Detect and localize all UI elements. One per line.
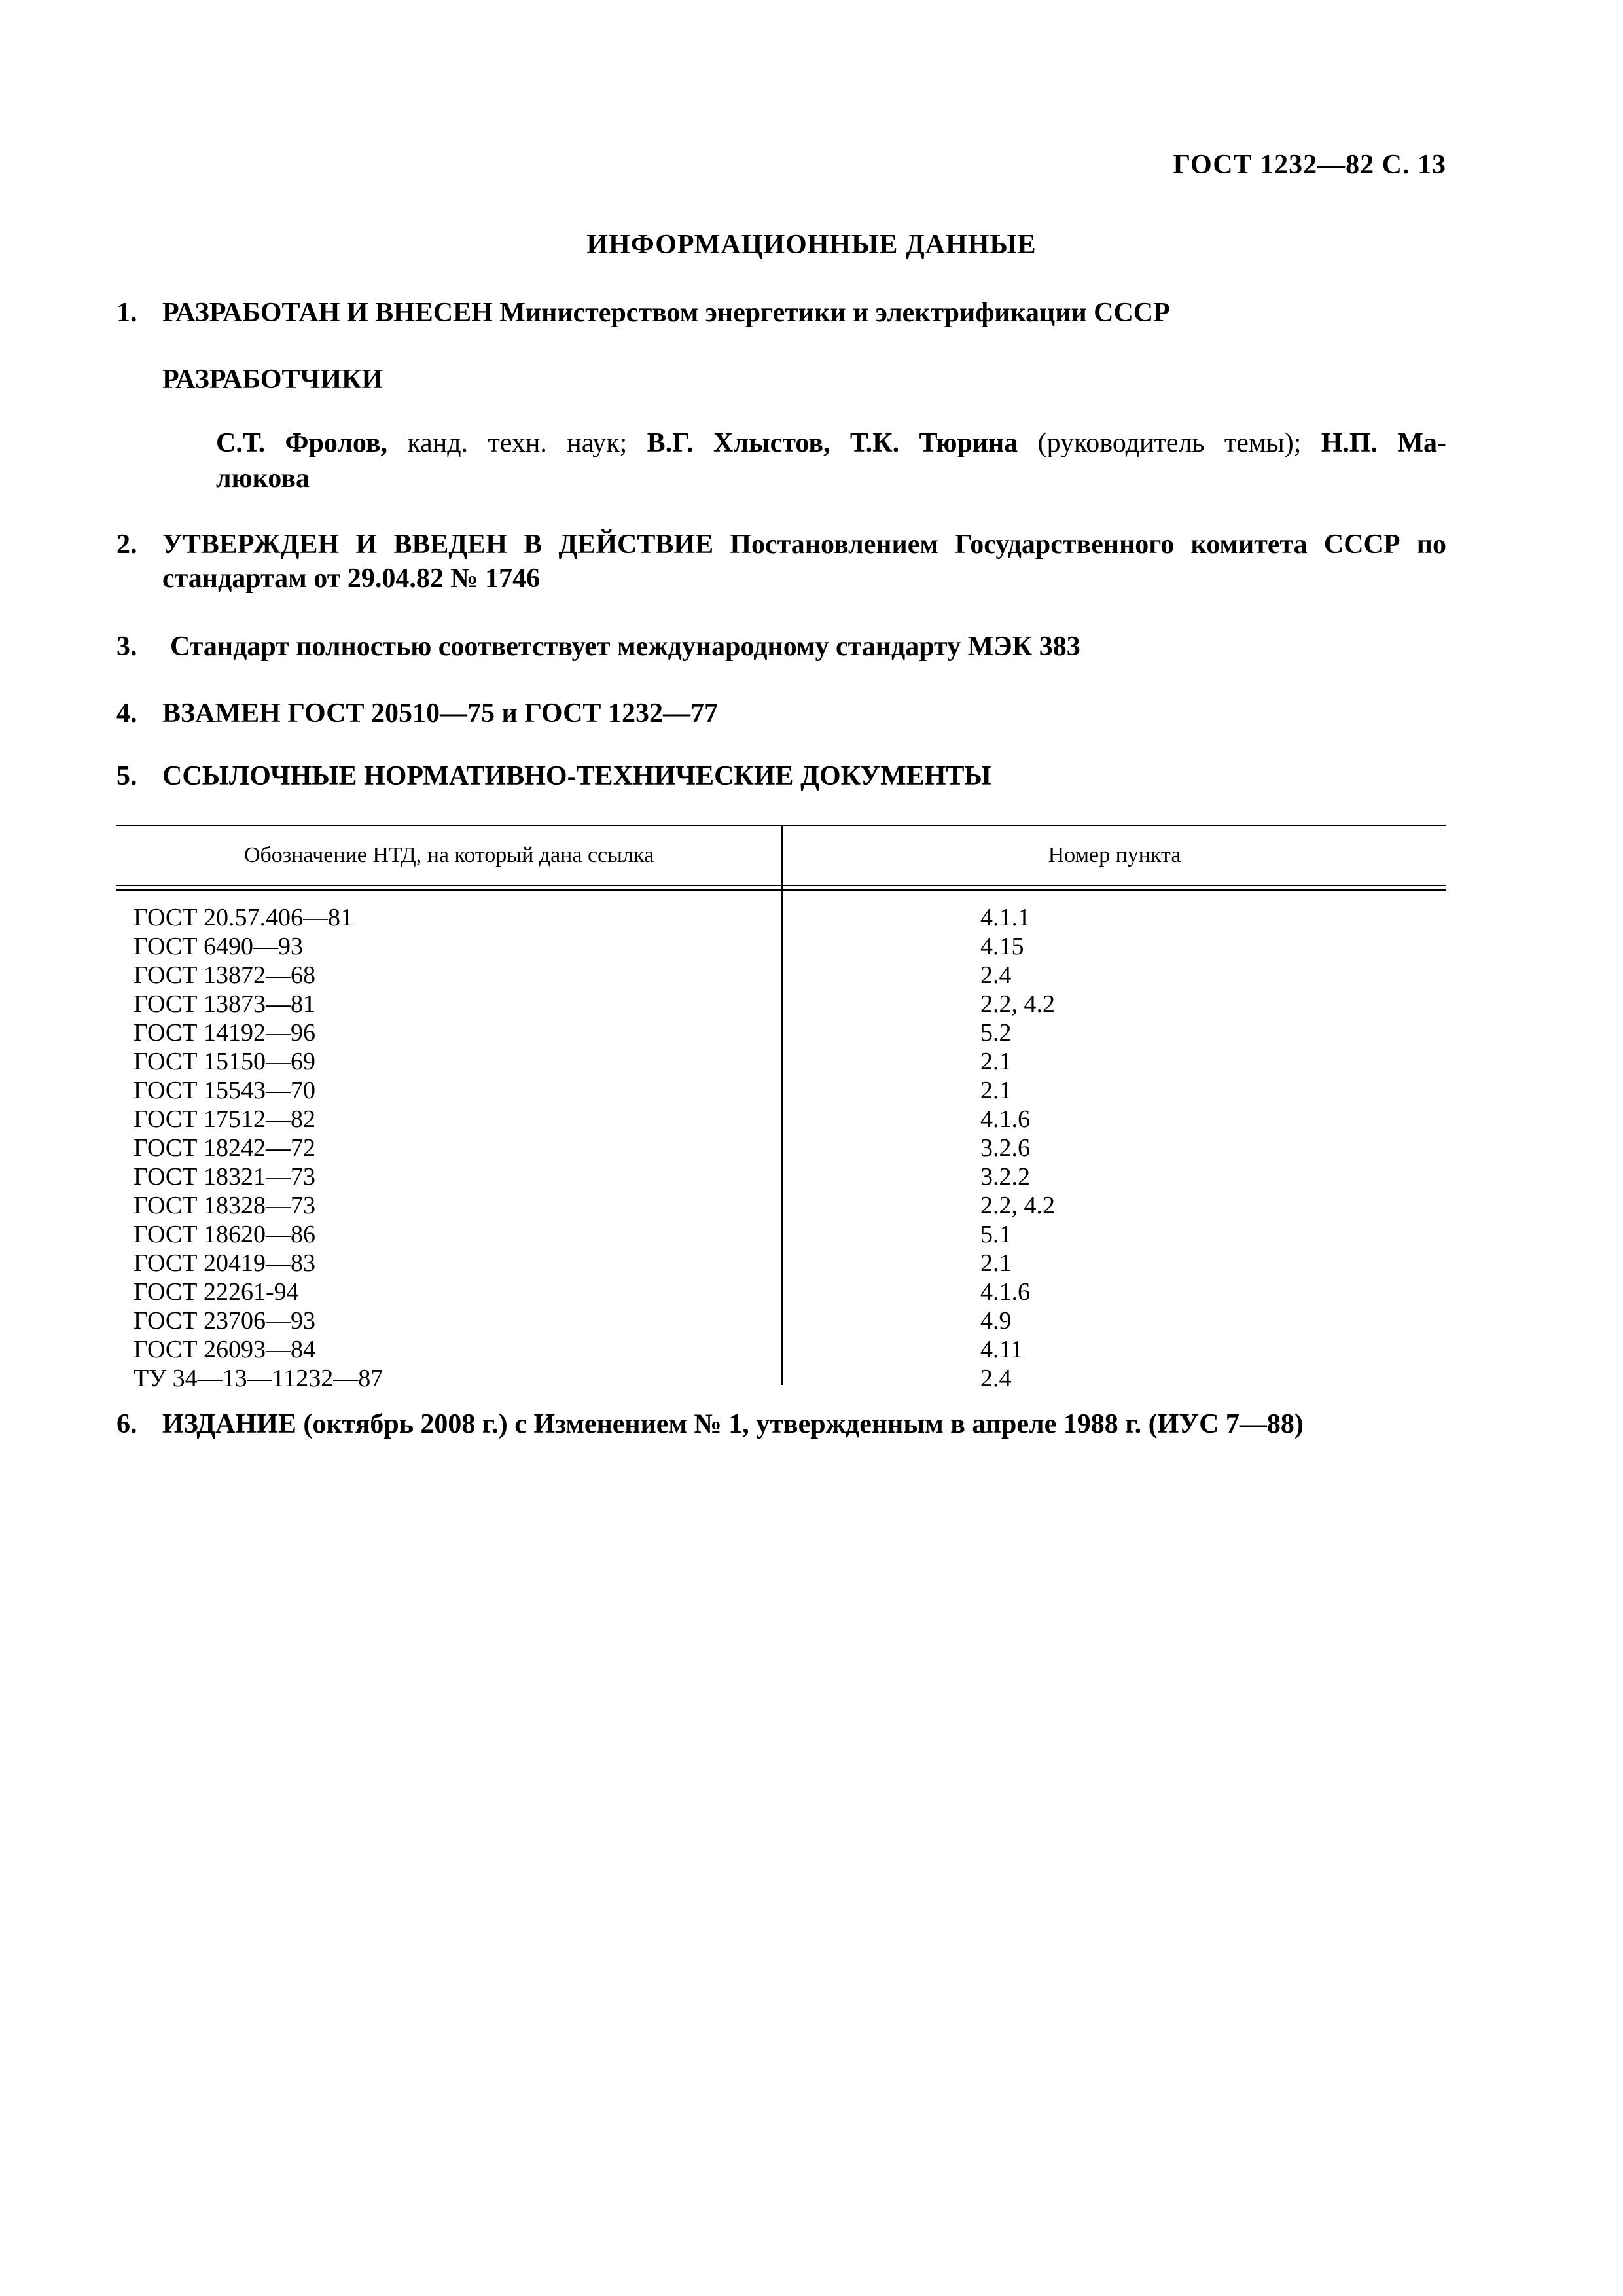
- table-cell-doc: ГОСТ 20419—83: [134, 1249, 315, 1277]
- developer-name: Н.П. Ма-: [1321, 428, 1447, 458]
- item-6: [116, 1407, 1446, 1441]
- table-cell-clause: 2.1: [980, 1048, 1012, 1075]
- developer-role: (руководитель темы);: [1018, 428, 1321, 458]
- table-cell-clause: 3.2.6: [980, 1134, 1030, 1162]
- table-cell-clause: 4.1.6: [980, 1278, 1030, 1306]
- table-cell-doc: ГОСТ 22261-94: [134, 1278, 299, 1306]
- developer-degree: канд. техн. наук;: [387, 428, 647, 458]
- item-4: [116, 696, 1446, 730]
- table-cell-doc: ГОСТ 17512—82: [134, 1105, 315, 1133]
- table-cell-doc: ГОСТ 20.57.406—81: [134, 904, 353, 931]
- developer-name-cont: люкова: [216, 463, 310, 493]
- item-2: [116, 528, 1446, 596]
- table-cell-clause: 4.11: [980, 1336, 1024, 1363]
- table-cell-clause: 5.1: [980, 1221, 1012, 1248]
- table-cell-doc: ГОСТ 18620—86: [134, 1221, 315, 1248]
- table-header-clause: Номер пункта: [1048, 843, 1181, 867]
- table-cell-doc: ГОСТ 18321—73: [134, 1163, 315, 1191]
- developers-list: [216, 425, 1446, 496]
- item-text: ИЗДАНИЕ (октябрь 2008 г.) с Изменением № 1, утвержденным в апреле 1988 г. (ИУС 7—88): [162, 1409, 1304, 1439]
- table-cell-clause: 4.1.1: [980, 904, 1030, 931]
- item-1: [116, 296, 1446, 330]
- item-text: УТВЕРЖДЕН И ВВЕДЕН В ДЕЙСТВИЕ Постановлением Государственного комитета СССР по стандартам от 29.04.82 № 1746: [162, 529, 1446, 594]
- table-cell-doc: ГОСТ 15150—69: [134, 1048, 315, 1075]
- table-cell-clause: 2.1: [980, 1077, 1012, 1104]
- table-cell-clause: 2.1: [980, 1249, 1012, 1277]
- table-cell-doc: ГОСТ 23706—93: [134, 1307, 315, 1335]
- item-number: 6.: [116, 1409, 137, 1439]
- table-header-doc: Обозначение НТД, на который дана ссылка: [243, 843, 654, 867]
- table-cell-clause: 2.4: [980, 1365, 1012, 1392]
- page-title: ИНФОРМАЦИОННЫЕ ДАННЫЕ: [586, 230, 1037, 260]
- table-column-doc: [134, 903, 383, 1393]
- item-number: 1.: [116, 298, 137, 328]
- item-number: 5.: [116, 761, 137, 791]
- table-cell-doc: ГОСТ 13873—81: [134, 990, 315, 1018]
- item-3: [116, 630, 1446, 664]
- table-cell-clause: 5.2: [980, 1019, 1012, 1047]
- item-5: [116, 759, 1446, 793]
- table-cell-doc: ГОСТ 13872—68: [134, 961, 315, 989]
- item-text: ВЗАМЕН ГОСТ 20510—75 и ГОСТ 1232—77: [162, 698, 718, 728]
- item-text: ССЫЛОЧНЫЕ НОРМАТИВНО-ТЕХНИЧЕСКИЕ ДОКУМЕНТЫ: [162, 761, 991, 791]
- reference-documents-table: [116, 825, 1446, 1392]
- page-header-code: ГОСТ 1232—82 С. 13: [1173, 150, 1446, 180]
- table-cell-clause: 4.1.6: [980, 1105, 1030, 1133]
- developer-name: С.Т. Фролов,: [216, 428, 388, 458]
- table-cell-doc: ТУ 34—13—11232—87: [134, 1365, 383, 1392]
- table-cell-doc: ГОСТ 6490—93: [134, 933, 303, 960]
- table-cell-clause: 4.15: [980, 933, 1024, 960]
- table-cell-doc: ГОСТ 18328—73: [134, 1192, 315, 1219]
- table-cell-doc: ГОСТ 26093—84: [134, 1336, 315, 1363]
- table-cell-clause: 2.2, 4.2: [980, 1192, 1055, 1219]
- item-number: 2.: [116, 529, 137, 560]
- item-number: 3.: [116, 632, 137, 662]
- table-cell-clause: 2.2, 4.2: [980, 990, 1055, 1018]
- table-cell-clause: 4.9: [980, 1307, 1012, 1335]
- table-column-clause: [980, 903, 1055, 1393]
- table-cell-clause: 3.2.2: [980, 1163, 1030, 1191]
- item-text: РАЗРАБОТАН И ВНЕСЕН Министерством энергетики и электрификации СССР: [162, 298, 1170, 328]
- table-column-divider: [781, 825, 783, 1385]
- table-cell-doc: ГОСТ 14192—96: [134, 1019, 315, 1047]
- item-text: Стандарт полностью соответствует международному стандарту МЭК 383: [170, 632, 1080, 662]
- table-cell-doc: ГОСТ 15543—70: [134, 1077, 315, 1104]
- table-cell-doc: ГОСТ 18242—72: [134, 1134, 315, 1162]
- developers-heading: РАЗРАБОТЧИКИ: [162, 365, 383, 395]
- developer-name: В.Г. Хлыстов, Т.К. Тюрина: [647, 428, 1018, 458]
- item-number: 4.: [116, 698, 137, 728]
- table-cell-clause: 2.4: [980, 961, 1012, 989]
